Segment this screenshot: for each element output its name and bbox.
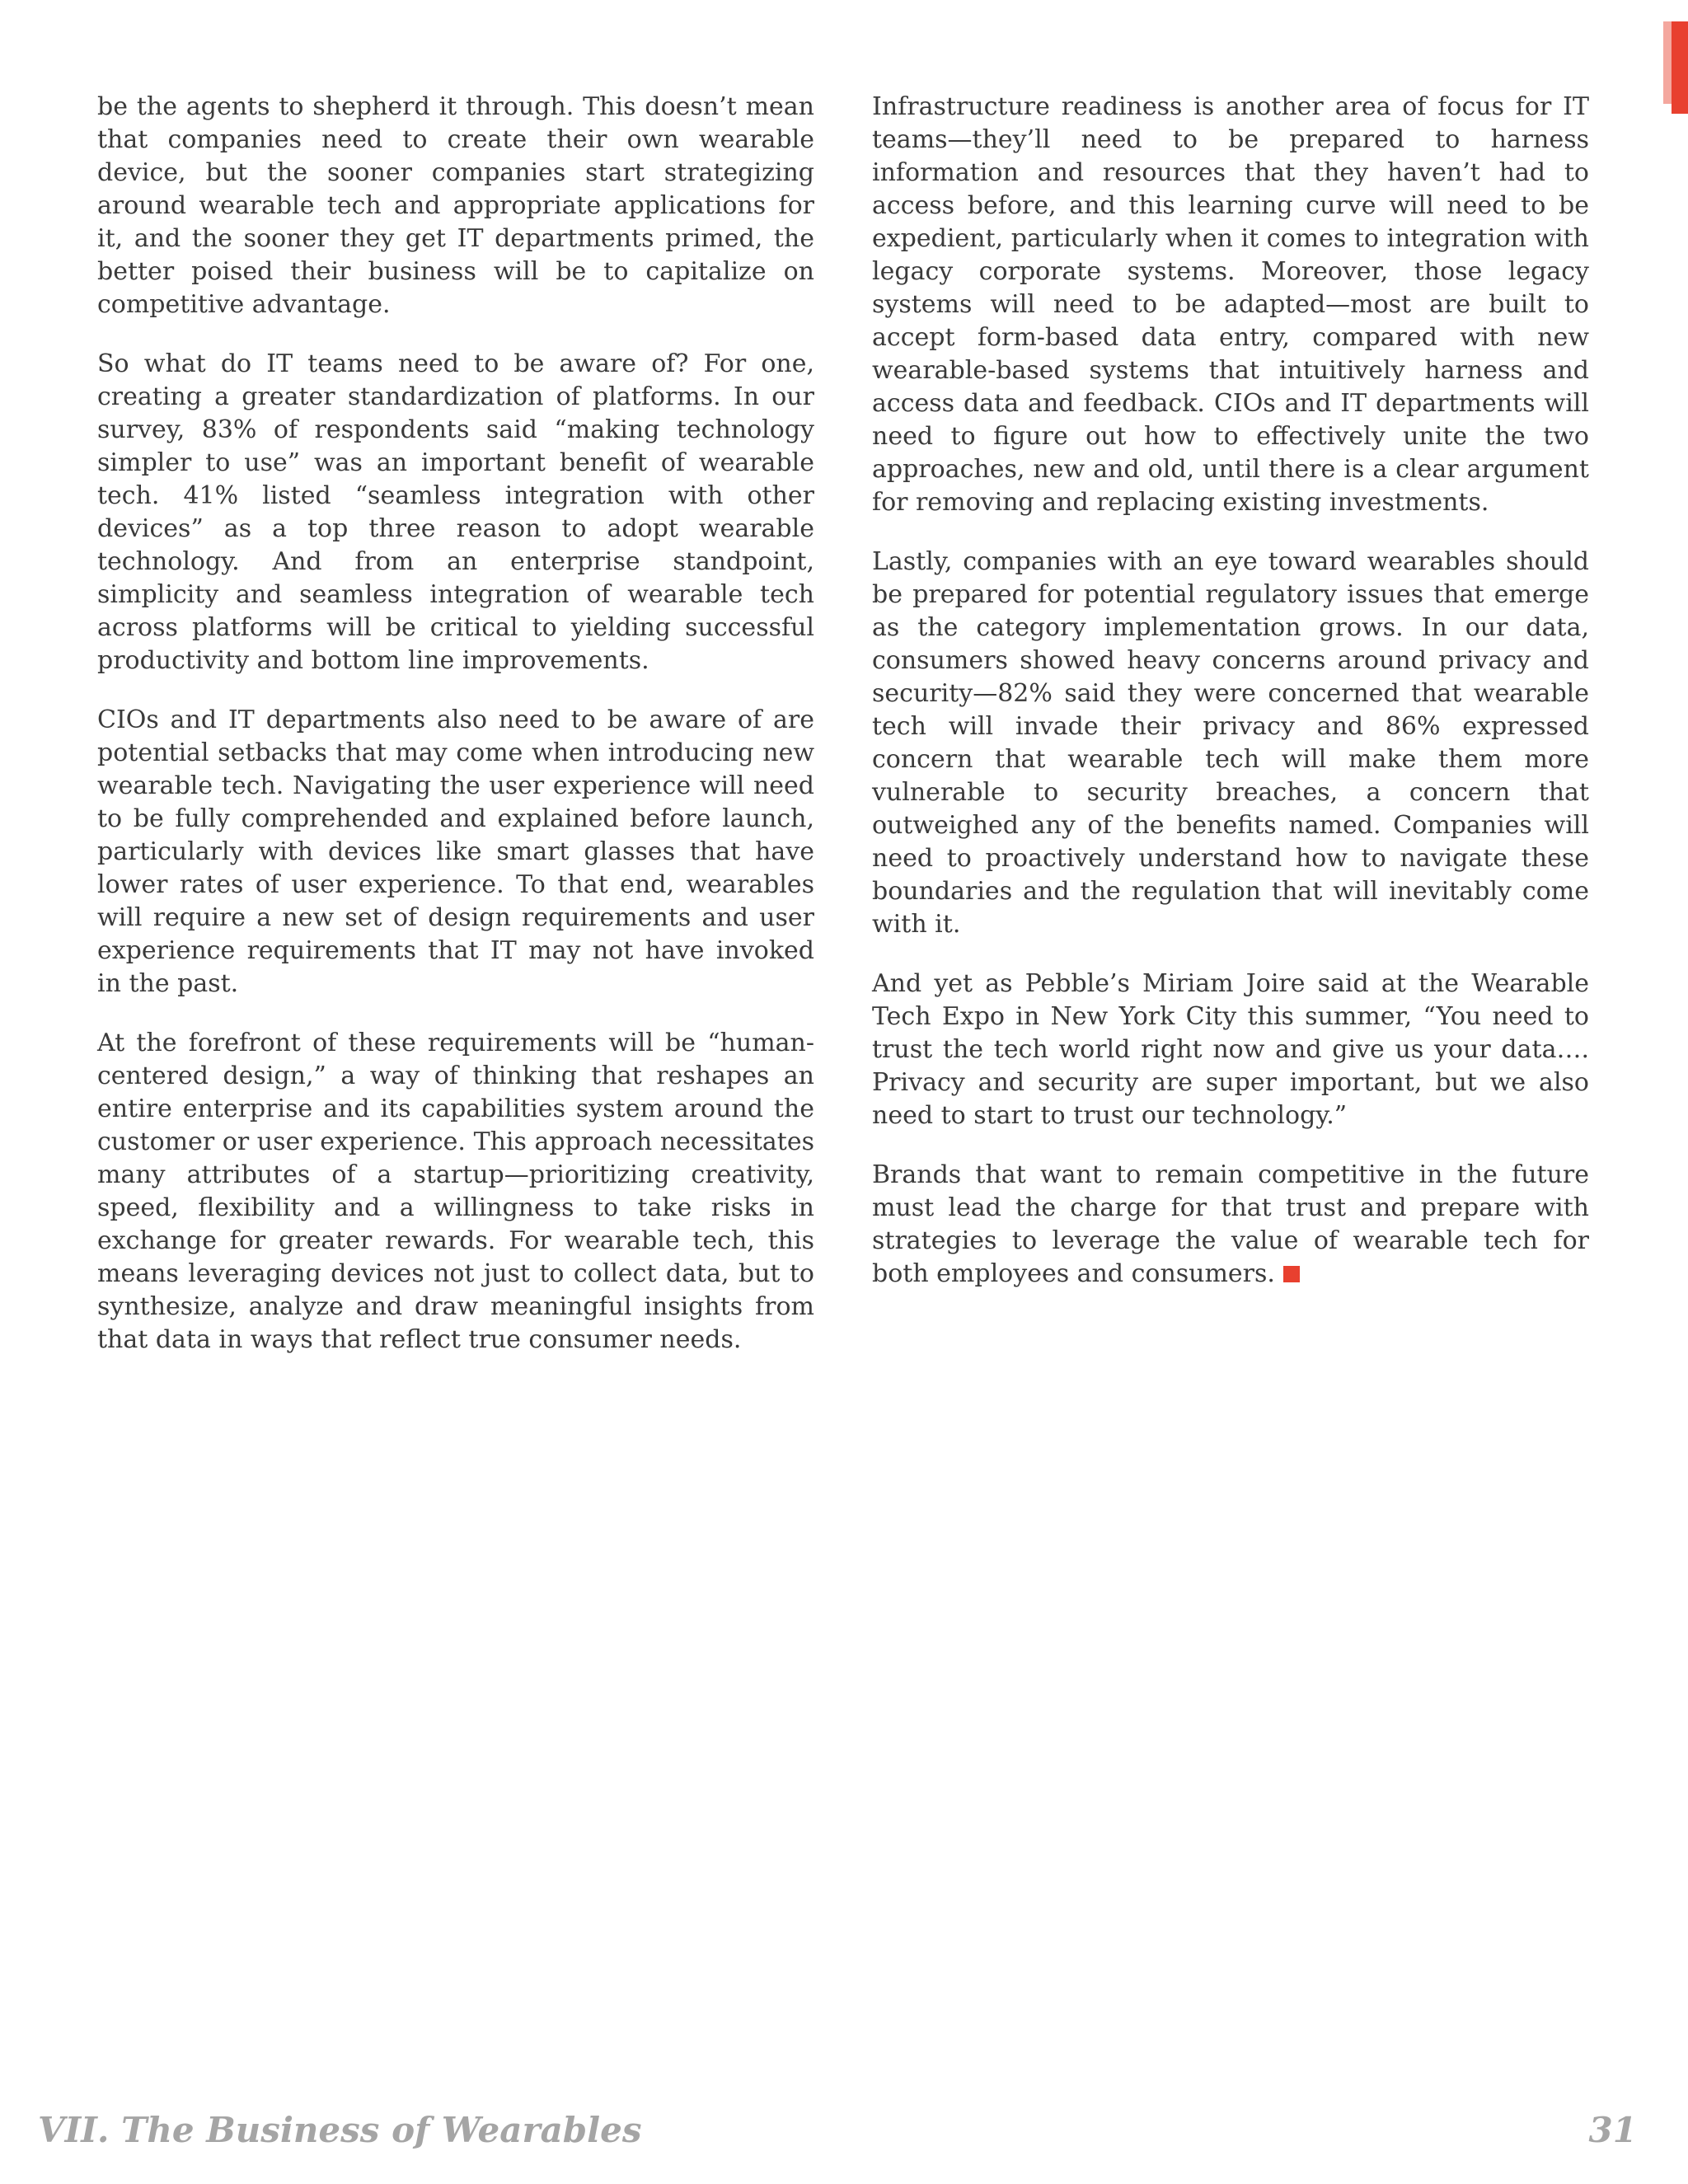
page-number: 31: [1588, 2110, 1637, 2150]
paragraph: [872, 1159, 1589, 1291]
paragraph: And yet as Pebble’s Miriam Joire said at the Wearable Tech Expo in New York City this summer, “You need to trust the tech world right now and give us your data…. Privacy and security are super important, but we also need to start to trust our technology.”: [872, 969, 1589, 1130]
paragraph: CIOs and IT departments also need to be aware of are potential setbacks that may come when introducing new wearable tech. Navigating the user experience will need to be fully comprehended and explained before launch, particularly with devices like smart glasses that have lower rates of user experience. To that end, wearables will require a new set of design requirements and user experience requirements that IT may not have invoked in the past.: [97, 705, 814, 998]
left-column: [97, 91, 814, 1383]
end-of-article-mark: [1283, 1266, 1300, 1282]
paragraph: Lastly, companies with an eye toward wearables should be prepared for potential regulatory issues that emerge as the category implementation grows. In our data, consumers showed heavy concerns around privacy and security—82% said they were concerned that wearable tech will invade their privacy and 86% expressed concern that wearable tech will make them more vulnerable to security breaches, a concern that outweighed any of the benefits named. Companies will need to proactively understand how to navigate these boundaries and the regulation that will inevitably come with it.: [872, 547, 1589, 939]
paragraph: So what do IT teams need to be aware of? For one, creating a greater standardization of platforms. In our survey, 83% of respondents said “making technology simpler to use” was an important benefit of wearable tech. 41% listed “seamless integration with other devices” as a top three reason to adopt wearable technology. And from an enterprise standpoint, simplicity and seamless integration of wearable tech across platforms will be critical to yielding successful productivity and bottom line improvements.: [97, 349, 814, 675]
footer-section-title: VII. The Business of Wearables: [38, 2110, 642, 2150]
closing-paragraph-text: Brands that want to remain competitive in the future must lead the charge for that trust and prepare with strategies to leverage the value of wearable tech for both employees and consumers.: [872, 1160, 1589, 1288]
corner-tab-shadow: [1663, 21, 1672, 104]
corner-tab-marker: [1672, 21, 1688, 114]
paragraph: be the agents to shepherd it through. This doesn’t mean that companies need to create their own wearable device, but the sooner companies start strategizing around wearable tech and appropriate applications for it, and the sooner they get IT departments primed, the better poised their business will be to capitalize on competitive advantage.: [97, 92, 814, 319]
paragraph: At the forefront of these requirements will be “human-centered design,” a way of thinking that reshapes an entire enterprise and its capabilities system around the customer or user experience. This approach necessitates many attributes of a startup—prioritizing creativity, speed, flexibility and a willingness to take risks in exchange for greater rewards. For wearable tech, this means leveraging devices not just to collect data, but to synthesize, analyze and draw meaningful insights from that data in ways that reflect true consumer needs.: [97, 1029, 814, 1354]
paragraph: Infrastructure readiness is another area of focus for IT teams—they’ll need to be prepared to harness information and resources that they haven’t had to access before, and this learning curve will need to be expedient, particularly when it comes to integration with legacy corporate systems. Moreover, those legacy systems will need to be adapted—most are built to accept form-based data entry, compared with new wearable-based systems that intuitively harness and access data and feedback. CIOs and IT departments will need to figure out how to effectively unite the two approaches, new and old, until there is a clear argument for removing and replacing existing investments.: [872, 92, 1589, 517]
right-column: [872, 91, 1589, 1317]
